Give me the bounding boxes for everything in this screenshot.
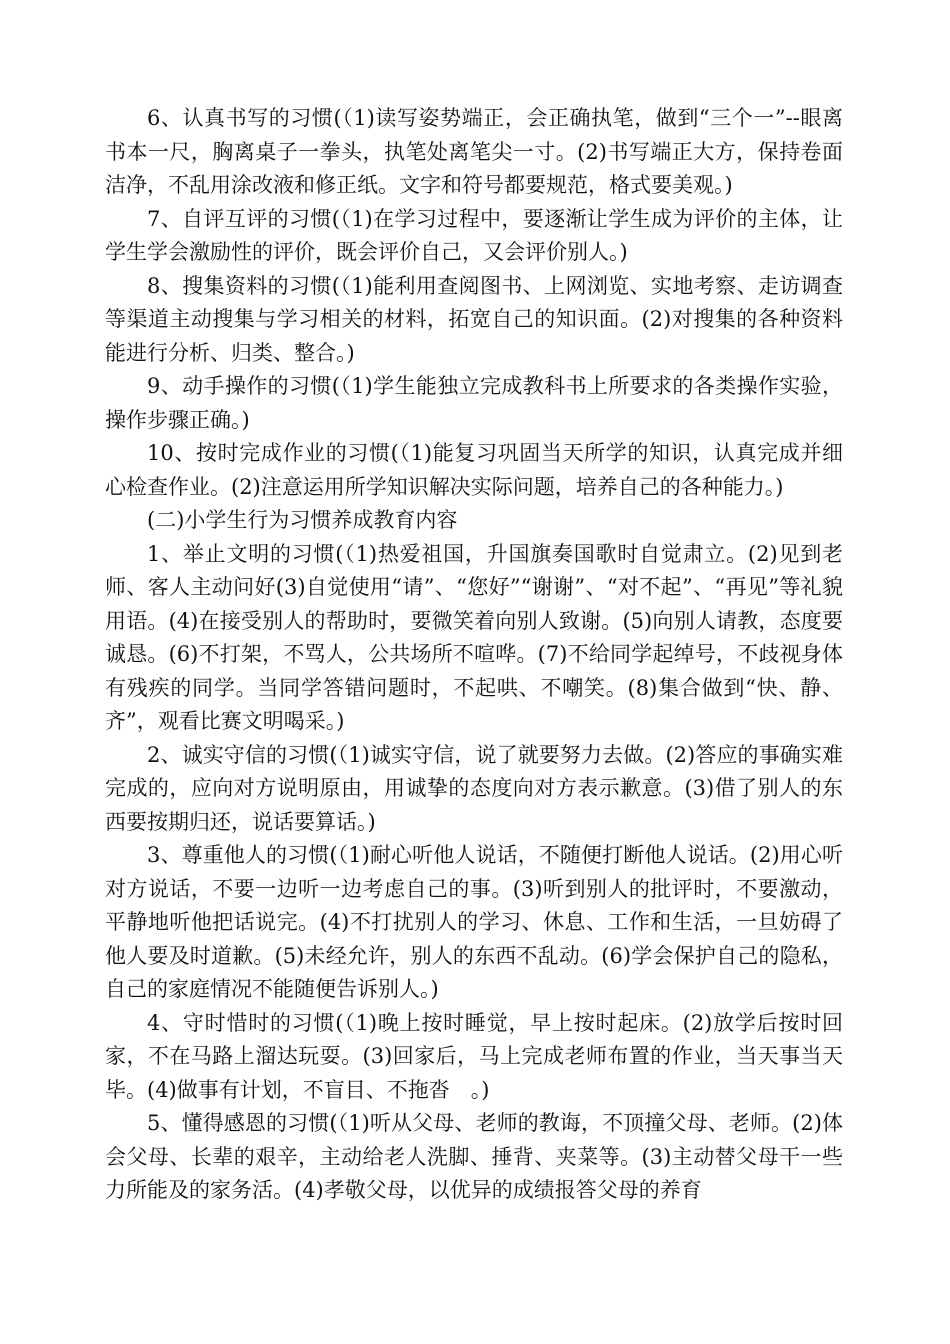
paragraph-honesty-habit: 2、诚实守信的习惯(（1)诚实守信，说了就要努力去做。(2)答应的事确实难完成的，应向对方说明原由，用诚挚的态度向对方表示歉意。(3)借了别人的东西要按期归还，说话要算话。): [105, 742, 843, 834]
paragraph-homework-habit: 10、按时完成作业的习惯(（1)能复习巩固当天所学的知识，认真完成并细心检查作业。(2)注意运用所学知识解决实际问题，培养自己的各种能力。): [105, 441, 843, 499]
paragraph-writing-habit: 6、认真书写的习惯(（1)读写姿势端正，会正确执笔，做到“三个一”--眼离书本一尺，胸离桌子一拳头，执笔处离笔尖一寸。(2)书写端正大方，保持卷面洁净，不乱用涂改液和修正纸。文字和符号都要规范，格式要美观。): [105, 106, 843, 197]
paragraph-punctuality-habit: 4、守时惜时的习惯(（1)晚上按时睡觉，早上按时起床。(2)放学后按时回家，不在马路上溜达玩耍。(3)回家后，马上完成老师布置的作业，当天事当天毕。(4)做事有计划，不盲目、不拖沓 。): [105, 1010, 843, 1102]
paragraph-civility-habit: 1、举止文明的习惯(（1)热爱祖国，升国旗奏国歌时自觉肃立。(2)见到老师、客人主动问好(3)自觉使用“请”、“您好”“谢谢”、“对不起”、“再见”等礼貌用语。(4)在接受别人的帮助时，要微笑着向别人致谢。(5)向别人请教，态度要诚恳。(6)不打架，不骂人，公共场所不喧哗。(7)不给同学起绰号，不歧视身体有残疾的同学。当同学答错问题时，不起哄、不嘲笑。(8)集合做到“快、静、齐”，观看比赛文明喝采。): [105, 541, 843, 733]
paragraph-research-habit: 8、搜集资料的习惯(（1)能利用查阅图书、上网浏览、实地考察、走访调查等渠道主动搜集与学习相关的材料，拓宽自己的知识面。(2)对搜集的各种资料能进行分析、归类、整合。): [105, 273, 843, 365]
section-heading: (二)小学生行为习惯养成教育内容: [147, 508, 458, 532]
paragraph-respect-habit: 3、尊重他人的习惯(（1)耐心听他人说话，不随便打断他人说话。(2)用心听对方说话，不要一边听一边考虑自己的事。(3)听到别人的批评时，不要激动，平静地听他把话说完。(4)不打扰别人的学习、休息、工作和生活，一旦妨碍了他人要及时道歉。(5)未经允许，别人的东西不乱动。(6)学会保护自己的隐私，自己的家庭情况不能随便告诉别人。): [105, 843, 843, 1001]
paragraph-hands-on-habit: 9、动手操作的习惯(（1)学生能独立完成教科书上所要求的各类操作实验，操作步骤正确。): [105, 374, 843, 432]
paragraph-evaluation-habit: 7、自评互评的习惯(（1)在学习过程中，要逐渐让学生成为评价的主体，让学生学会激励性的评价，既会评价自己，又会评价别人。): [105, 206, 843, 264]
paragraph-gratitude-habit: 5、懂得感恩的习惯(（1)听从父母、老师的教诲，不顶撞父母、老师。(2)体会父母、长辈的艰辛，主动给老人洗脚、捶背、夹菜等。(3)主动替父母干一些力所能及的家务活。(4)孝敬父母，以优异的成绩报答父母的养育: [105, 1111, 843, 1202]
document-page: [105, 102, 843, 1208]
